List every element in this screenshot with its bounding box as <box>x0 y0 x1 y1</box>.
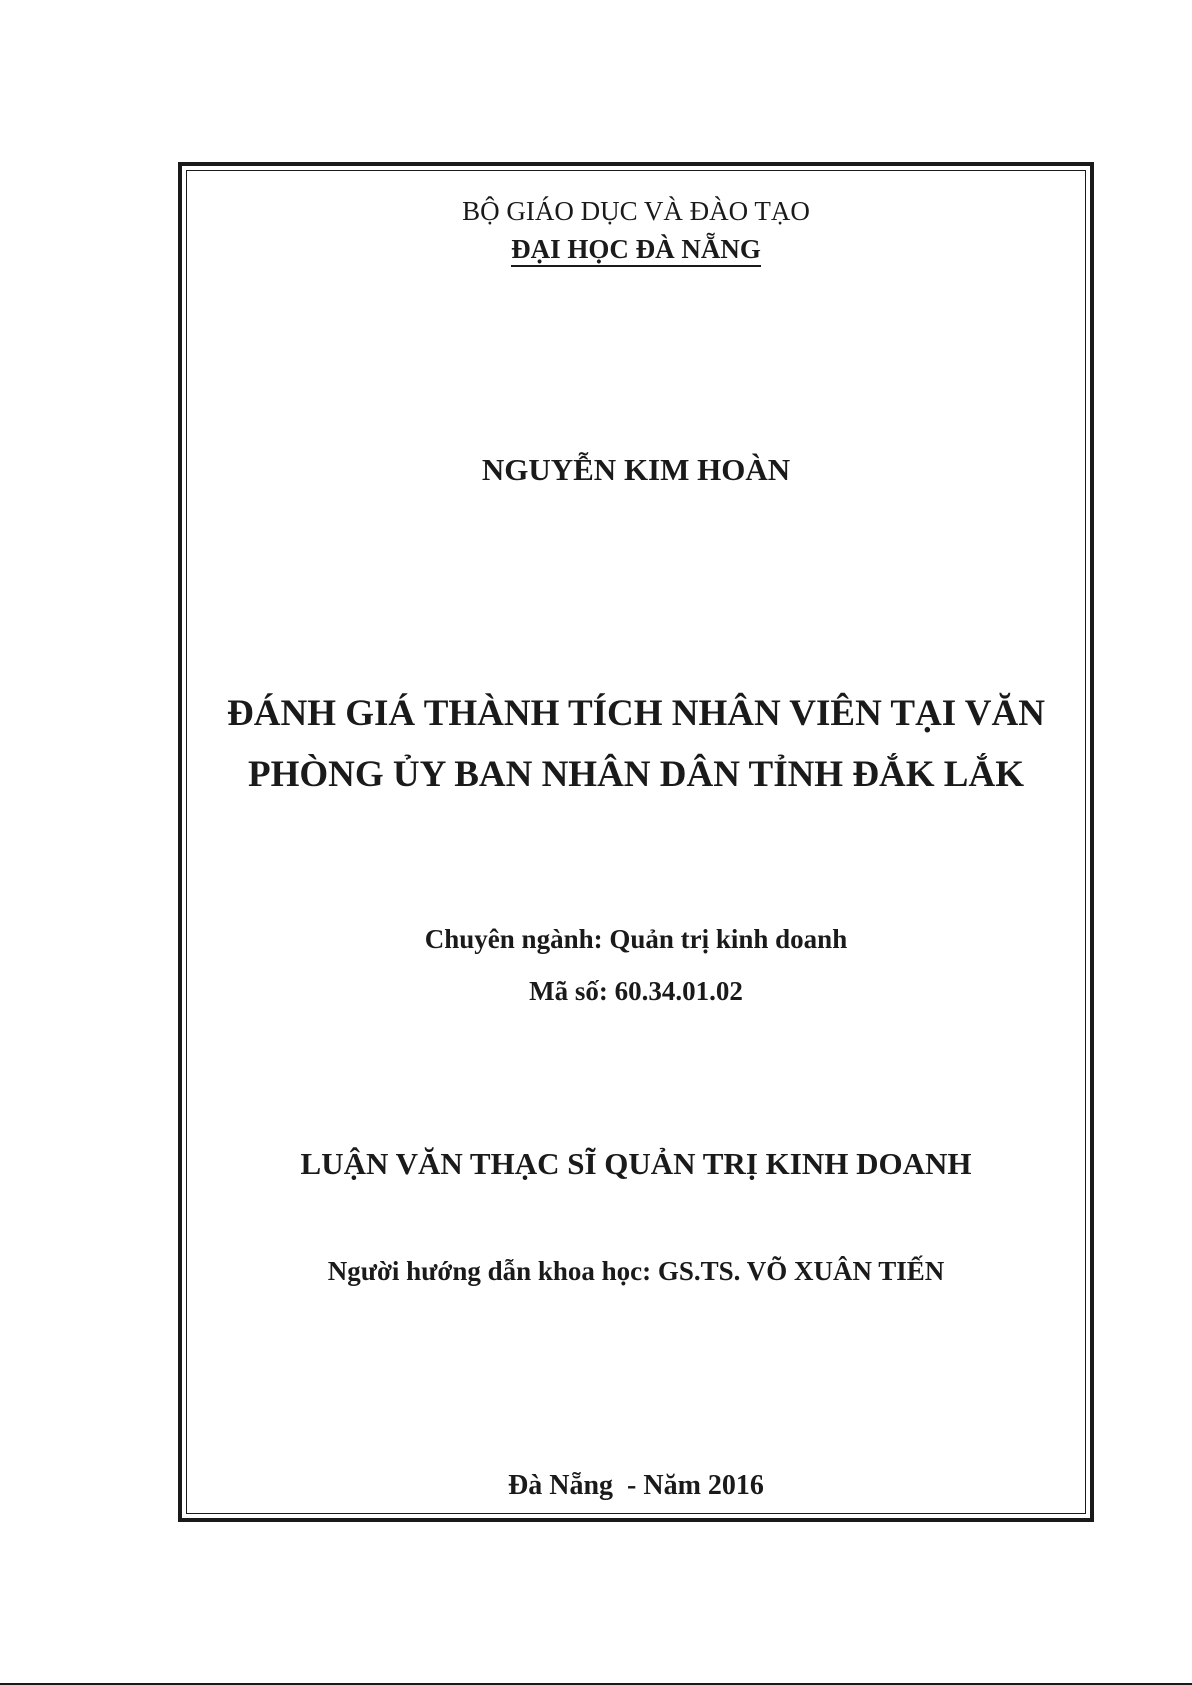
major-code: Mã số: 60.34.01.02 <box>529 976 743 1006</box>
place-and-year: Đà Nẵng - Năm 2016 <box>508 1470 764 1501</box>
author-name: NGUYỄN KIM HOÀN <box>481 452 791 487</box>
scientific-advisor: Người hướng dẫn khoa học: GS.TS. VÕ XUÂN TIẾN <box>327 1256 945 1286</box>
cover-inner-border <box>186 170 1086 1514</box>
major-field: Chuyên ngành: Quản trị kinh doanh <box>424 924 848 954</box>
degree-type: LUẬN VĂN THẠC SĨ QUẢN TRỊ KINH DOANH <box>300 1146 972 1181</box>
university-name-text: ĐẠI HỌC ĐÀ NẴNG <box>511 234 761 267</box>
ministry-name: BỘ GIÁO DỤC VÀ ĐÀO TẠO <box>462 196 810 226</box>
thesis-title-line-1: ĐÁNH GIÁ THÀNH TÍCH NHÂN VIÊN TẠI VĂN <box>227 693 1045 734</box>
thesis-title-line-2: PHÒNG ỦY BAN NHÂN DÂN TỈNH ĐẮK LẮK <box>247 754 1024 795</box>
university-name <box>186 234 1086 265</box>
